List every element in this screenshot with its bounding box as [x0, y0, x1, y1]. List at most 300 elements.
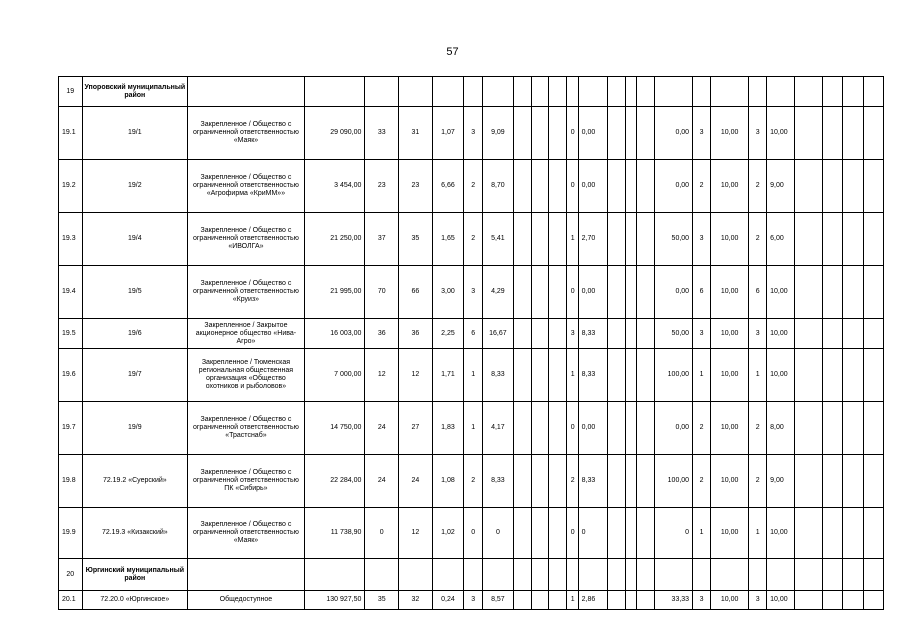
- empty-cell: [513, 559, 531, 591]
- value-c5: 8,57: [483, 591, 513, 610]
- value-c11: 3: [749, 591, 767, 610]
- empty-cell: [625, 319, 636, 349]
- value-c8: 0,00: [654, 266, 692, 319]
- value-c8: 100,00: [654, 455, 692, 508]
- usage-status: Закрепленное / Общество с ограниченной ответственностью «Трастснаб»: [188, 402, 305, 455]
- empty-cell: [823, 107, 843, 160]
- empty-cell: [531, 559, 549, 591]
- empty-cell: [795, 266, 823, 319]
- empty-cell: [823, 319, 843, 349]
- empty-cell: [607, 266, 625, 319]
- value-c11: 1: [749, 349, 767, 402]
- value-c7: 2,70: [578, 213, 607, 266]
- empty-cell: [607, 508, 625, 559]
- area-value: 16 003,00: [304, 319, 365, 349]
- empty-cell: [607, 319, 625, 349]
- value-c10: 10,00: [711, 402, 749, 455]
- area-value: 21 250,00: [304, 213, 365, 266]
- value-c9: 3: [693, 213, 711, 266]
- empty-cell: [365, 559, 399, 591]
- empty-cell: [636, 508, 654, 559]
- empty-cell: [795, 508, 823, 559]
- value-c3: 6,66: [432, 160, 463, 213]
- district-row: [59, 559, 884, 591]
- empty-cell: [513, 160, 531, 213]
- empty-cell: [843, 319, 863, 349]
- table-row: [59, 508, 884, 559]
- empty-cell: [549, 559, 567, 591]
- value-c12: 9,00: [767, 455, 795, 508]
- value-c2: 24: [399, 455, 433, 508]
- row-number: 19.8: [59, 455, 83, 508]
- empty-cell: [636, 266, 654, 319]
- empty-cell: [513, 508, 531, 559]
- empty-cell: [549, 319, 567, 349]
- empty-cell: [304, 559, 365, 591]
- area-value: 3 454,00: [304, 160, 365, 213]
- value-c11: 1: [749, 508, 767, 559]
- table-row: [59, 107, 884, 160]
- value-c2: 35: [399, 213, 433, 266]
- value-c3: 2,25: [432, 319, 463, 349]
- value-c2: 12: [399, 508, 433, 559]
- value-c4: 2: [464, 160, 483, 213]
- table-row: [59, 591, 884, 610]
- value-c9: 2: [693, 455, 711, 508]
- empty-cell: [549, 160, 567, 213]
- value-c5: 8,33: [483, 349, 513, 402]
- value-c1: 23: [365, 160, 399, 213]
- empty-cell: [513, 402, 531, 455]
- value-c6: 0: [567, 402, 578, 455]
- plot-name: 19/5: [82, 266, 188, 319]
- empty-cell: [625, 266, 636, 319]
- value-c1: 0: [365, 508, 399, 559]
- value-c10: 10,00: [711, 508, 749, 559]
- empty-cell: [843, 160, 863, 213]
- empty-cell: [399, 559, 433, 591]
- value-c6: 0: [567, 107, 578, 160]
- empty-cell: [636, 213, 654, 266]
- area-value: 11 738,90: [304, 508, 365, 559]
- value-c4: 3: [464, 591, 483, 610]
- value-c8: 0,00: [654, 160, 692, 213]
- row-number: 19.7: [59, 402, 83, 455]
- empty-cell: [795, 319, 823, 349]
- empty-cell: [636, 402, 654, 455]
- empty-cell: [823, 402, 843, 455]
- value-c9: 3: [693, 107, 711, 160]
- empty-cell: [625, 160, 636, 213]
- value-c3: 1,08: [432, 455, 463, 508]
- value-c4: 2: [464, 213, 483, 266]
- empty-cell: [513, 213, 531, 266]
- value-c6: 1: [567, 213, 578, 266]
- empty-cell: [863, 266, 883, 319]
- empty-cell: [843, 107, 863, 160]
- empty-cell: [863, 455, 883, 508]
- plot-name: 19/7: [82, 349, 188, 402]
- empty-cell: [531, 160, 549, 213]
- value-c8: 50,00: [654, 213, 692, 266]
- empty-cell: [654, 559, 692, 591]
- empty-cell: [531, 319, 549, 349]
- value-c1: 12: [365, 349, 399, 402]
- value-c8: 0: [654, 508, 692, 559]
- value-c11: 6: [749, 266, 767, 319]
- value-c7: 8,33: [578, 455, 607, 508]
- empty-cell: [795, 107, 823, 160]
- value-c12: 10,00: [767, 591, 795, 610]
- table-row: [59, 349, 884, 402]
- table-row: [59, 402, 884, 455]
- empty-cell: [863, 559, 883, 591]
- value-c5: 9,09: [483, 107, 513, 160]
- value-c9: 1: [693, 349, 711, 402]
- empty-cell: [863, 591, 883, 610]
- value-c1: 36: [365, 319, 399, 349]
- empty-cell: [843, 349, 863, 402]
- value-c12: 6,00: [767, 213, 795, 266]
- empty-cell: [607, 107, 625, 160]
- empty-cell: [607, 591, 625, 610]
- empty-cell: [636, 349, 654, 402]
- empty-cell: [531, 591, 549, 610]
- empty-cell: [513, 349, 531, 402]
- value-c8: 50,00: [654, 319, 692, 349]
- value-c7: 0,00: [578, 266, 607, 319]
- empty-cell: [531, 107, 549, 160]
- value-c1: 24: [365, 455, 399, 508]
- row-number: 19.2: [59, 160, 83, 213]
- empty-cell: [549, 213, 567, 266]
- district-name: Упоровский муниципальный район: [82, 77, 188, 107]
- value-c10: 10,00: [711, 319, 749, 349]
- empty-cell: [636, 455, 654, 508]
- value-c2: 23: [399, 160, 433, 213]
- value-c3: 1,65: [432, 213, 463, 266]
- empty-cell: [767, 559, 795, 591]
- value-c10: 10,00: [711, 160, 749, 213]
- empty-cell: [607, 455, 625, 508]
- usage-status: Закрепленное / Общество с ограниченной ответственностью ПК «Сибирь»: [188, 455, 305, 508]
- value-c4: 6: [464, 319, 483, 349]
- value-c10: 10,00: [711, 107, 749, 160]
- value-c10: 10,00: [711, 213, 749, 266]
- plot-name: 72.20.0 «Юргинское»: [82, 591, 188, 610]
- value-c1: 35: [365, 591, 399, 610]
- value-c12: 10,00: [767, 107, 795, 160]
- value-c5: 4,17: [483, 402, 513, 455]
- empty-cell: [607, 559, 625, 591]
- table-row: [59, 213, 884, 266]
- area-value: 14 750,00: [304, 402, 365, 455]
- empty-cell: [513, 455, 531, 508]
- value-c7: 8,33: [578, 349, 607, 402]
- value-c12: 10,00: [767, 508, 795, 559]
- row-number: 19.3: [59, 213, 83, 266]
- usage-status: Закрепленное / Общество с ограниченной ответственностью «Круиз»: [188, 266, 305, 319]
- value-c10: 10,00: [711, 349, 749, 402]
- empty-cell: [513, 319, 531, 349]
- empty-cell: [625, 107, 636, 160]
- value-c3: 3,00: [432, 266, 463, 319]
- empty-cell: [843, 455, 863, 508]
- empty-cell: [531, 213, 549, 266]
- empty-cell: [823, 591, 843, 610]
- value-c1: 33: [365, 107, 399, 160]
- usage-status: Закрепленное / Общество с ограниченной ответственностью «Маяк»: [188, 107, 305, 160]
- row-number: 19.9: [59, 508, 83, 559]
- value-c11: 2: [749, 160, 767, 213]
- value-c4: 1: [464, 402, 483, 455]
- value-c5: 4,29: [483, 266, 513, 319]
- value-c9: 3: [693, 591, 711, 610]
- value-c5: 5,41: [483, 213, 513, 266]
- usage-status: Закрепленное / Общество с ограниченной ответственностью «Агрофирма «КриММ»»: [188, 160, 305, 213]
- empty-cell: [795, 455, 823, 508]
- row-number: 20.1: [59, 591, 83, 610]
- value-c8: 33,33: [654, 591, 692, 610]
- empty-cell: [795, 591, 823, 610]
- value-c12: 8,00: [767, 402, 795, 455]
- plot-name: 72.19.2 «Суерский»: [82, 455, 188, 508]
- value-c6: 1: [567, 349, 578, 402]
- value-c4: 0: [464, 508, 483, 559]
- empty-cell: [549, 349, 567, 402]
- empty-cell: [607, 160, 625, 213]
- empty-cell: [843, 213, 863, 266]
- value-c11: 3: [749, 319, 767, 349]
- value-c9: 6: [693, 266, 711, 319]
- row-number: 19.4: [59, 266, 83, 319]
- empty-cell: [625, 559, 636, 591]
- value-c5: 8,70: [483, 160, 513, 213]
- value-c2: 12: [399, 349, 433, 402]
- value-c6: 0: [567, 160, 578, 213]
- empty-cell: [531, 402, 549, 455]
- empty-cell: [843, 402, 863, 455]
- empty-cell: [549, 266, 567, 319]
- value-c7: 0: [578, 508, 607, 559]
- empty-cell: [693, 559, 711, 591]
- value-c4: 1: [464, 349, 483, 402]
- value-c5: 0: [483, 508, 513, 559]
- empty-cell: [607, 402, 625, 455]
- empty-cell: [795, 559, 823, 591]
- plot-name: 19/2: [82, 160, 188, 213]
- area-value: 130 927,50: [304, 591, 365, 610]
- usage-status: Закрепленное / Тюменская региональная общественная организация «Общество охотников и рыболовов»: [188, 349, 305, 402]
- empty-cell: [625, 508, 636, 559]
- value-c4: 3: [464, 266, 483, 319]
- value-c8: 100,00: [654, 349, 692, 402]
- row-number: 19.5: [59, 319, 83, 349]
- row-number: 19: [59, 77, 83, 107]
- empty-cell: [823, 160, 843, 213]
- empty-cell: [863, 107, 883, 160]
- value-c7: 2,86: [578, 591, 607, 610]
- usage-status: Закрепленное / Общество с ограниченной ответственностью «ИВОЛГА»: [188, 213, 305, 266]
- value-c7: 8,33: [578, 319, 607, 349]
- empty-cell: [625, 591, 636, 610]
- empty-cell: [636, 107, 654, 160]
- empty-cell: [843, 591, 863, 610]
- plot-name: 19/4: [82, 213, 188, 266]
- empty-cell: [823, 213, 843, 266]
- empty-cell: [607, 349, 625, 402]
- empty-cell: [863, 508, 883, 559]
- empty-cell: [711, 559, 749, 591]
- value-c6: 3: [567, 319, 578, 349]
- empty-cell: [513, 107, 531, 160]
- empty-cell: [863, 402, 883, 455]
- area-value: 29 090,00: [304, 107, 365, 160]
- row-number: 20: [59, 559, 83, 591]
- plot-name: 72.19.3 «Кизакский»: [82, 508, 188, 559]
- value-c7: 0,00: [578, 160, 607, 213]
- empty-cell: [625, 402, 636, 455]
- empty-cell: [863, 319, 883, 349]
- empty-cell: [549, 455, 567, 508]
- value-c12: 10,00: [767, 319, 795, 349]
- area-value: 7 000,00: [304, 349, 365, 402]
- empty-cell: [795, 402, 823, 455]
- value-c9: 3: [693, 319, 711, 349]
- empty-cell: [432, 559, 463, 591]
- value-c3: 0,24: [432, 591, 463, 610]
- value-c3: 1,83: [432, 402, 463, 455]
- table-row: [59, 319, 884, 349]
- empty-cell: [549, 402, 567, 455]
- value-c11: 3: [749, 107, 767, 160]
- empty-cell: [843, 508, 863, 559]
- value-c11: 2: [749, 213, 767, 266]
- value-c8: 0,00: [654, 402, 692, 455]
- empty-cell: [823, 559, 843, 591]
- value-c9: 2: [693, 160, 711, 213]
- value-c2: 32: [399, 591, 433, 610]
- value-c1: 24: [365, 402, 399, 455]
- empty-cell: [636, 319, 654, 349]
- value-c6: 1: [567, 591, 578, 610]
- row-number: 19.1: [59, 107, 83, 160]
- value-c2: 36: [399, 319, 433, 349]
- value-c12: 9,00: [767, 160, 795, 213]
- district-row: [59, 77, 884, 107]
- value-c2: 31: [399, 107, 433, 160]
- hunting-grounds-table: [58, 76, 884, 610]
- value-c6: 2: [567, 455, 578, 508]
- empty-cell: [843, 266, 863, 319]
- value-c3: 1,07: [432, 107, 463, 160]
- value-c9: 2: [693, 402, 711, 455]
- value-c1: 70: [365, 266, 399, 319]
- empty-cell: [823, 266, 843, 319]
- value-c11: 2: [749, 402, 767, 455]
- value-c12: 10,00: [767, 349, 795, 402]
- empty-cell: [625, 455, 636, 508]
- value-c9: 1: [693, 508, 711, 559]
- empty-cell: [795, 213, 823, 266]
- value-c5: 8,33: [483, 455, 513, 508]
- value-c3: 1,02: [432, 508, 463, 559]
- value-c7: 0,00: [578, 402, 607, 455]
- empty-cell: [607, 213, 625, 266]
- empty-cell: [795, 160, 823, 213]
- empty-cell: [513, 266, 531, 319]
- empty-cell: [863, 349, 883, 402]
- empty-cell: [823, 349, 843, 402]
- area-value: 22 284,00: [304, 455, 365, 508]
- empty-cell: [531, 455, 549, 508]
- empty-cell: [531, 266, 549, 319]
- value-c2: 27: [399, 402, 433, 455]
- empty-cell: [567, 559, 578, 591]
- empty-cell: [863, 160, 883, 213]
- district-name: Юргинский муниципальный район: [82, 559, 188, 591]
- empty-cell: [578, 559, 607, 591]
- value-c6: 0: [567, 508, 578, 559]
- table-row: [59, 160, 884, 213]
- value-c10: 10,00: [711, 455, 749, 508]
- plot-name: 19/1: [82, 107, 188, 160]
- plot-name: 19/9: [82, 402, 188, 455]
- plot-name: 19/6: [82, 319, 188, 349]
- empty-cell: [531, 349, 549, 402]
- empty-cell: [749, 559, 767, 591]
- usage-status: Закрепленное / Закрытое акционерное общество «Нива-Агро»: [188, 319, 305, 349]
- value-c2: 66: [399, 266, 433, 319]
- value-c7: 0,00: [578, 107, 607, 160]
- value-c11: 2: [749, 455, 767, 508]
- value-c8: 0,00: [654, 107, 692, 160]
- value-c3: 1,71: [432, 349, 463, 402]
- empty-cell: [549, 508, 567, 559]
- empty-cell: [483, 559, 513, 591]
- value-c4: 3: [464, 107, 483, 160]
- page-number: 57: [446, 46, 459, 58]
- empty-cell: [625, 213, 636, 266]
- empty-cell: [795, 349, 823, 402]
- value-c5: 16,67: [483, 319, 513, 349]
- empty-cell: [625, 349, 636, 402]
- value-c10: 10,00: [711, 591, 749, 610]
- value-c12: 10,00: [767, 266, 795, 319]
- empty-cell: [531, 508, 549, 559]
- empty-cell: [549, 591, 567, 610]
- usage-status: Общедоступное: [188, 591, 305, 610]
- empty-cell: [823, 455, 843, 508]
- empty-cell: [513, 591, 531, 610]
- empty-cell: [843, 559, 863, 591]
- usage-status: Закрепленное / Общество с ограниченной ответственностью «Маяк»: [188, 508, 305, 559]
- table-row: [59, 266, 884, 319]
- empty-cell: [549, 107, 567, 160]
- value-c6: 0: [567, 266, 578, 319]
- value-c1: 37: [365, 213, 399, 266]
- empty-cell: [636, 591, 654, 610]
- empty-cell: [636, 559, 654, 591]
- empty-cell: [188, 559, 305, 591]
- value-c10: 10,00: [711, 266, 749, 319]
- table-row: [59, 455, 884, 508]
- empty-cell: [636, 160, 654, 213]
- empty-cell: [863, 213, 883, 266]
- area-value: 21 995,00: [304, 266, 365, 319]
- empty-cell: [823, 508, 843, 559]
- empty-cell: [464, 559, 483, 591]
